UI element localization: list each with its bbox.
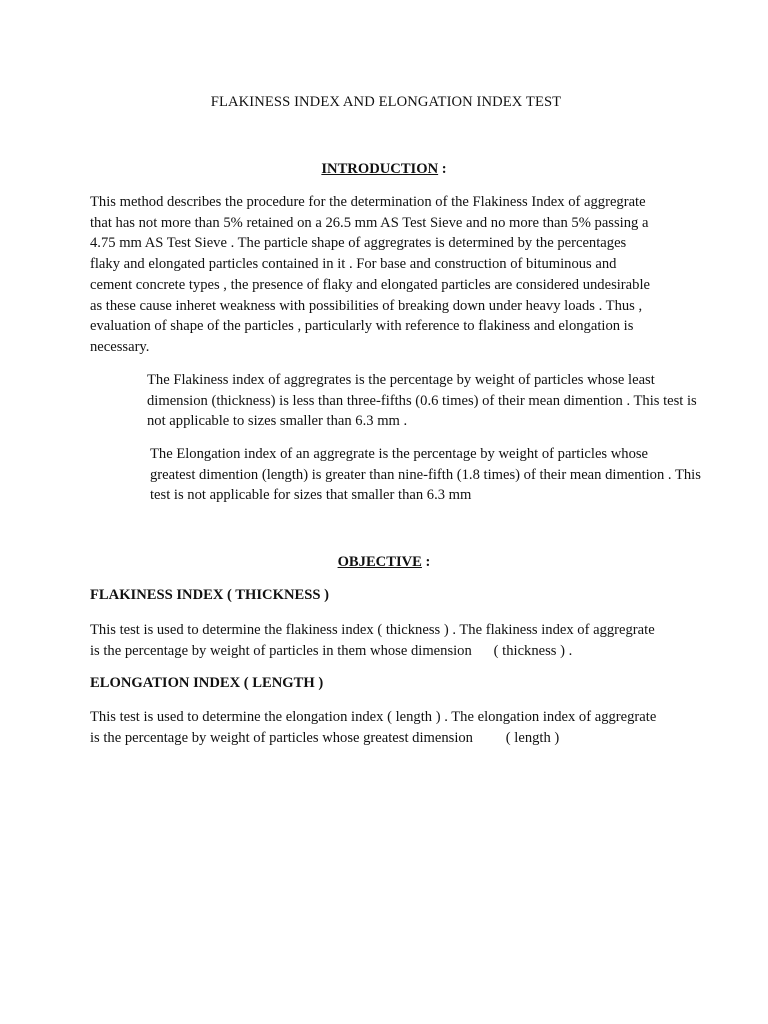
introduction-paragraph-2 xyxy=(90,370,697,432)
text-line: greatest dimention (length) is greater than nine-fifth (1.8 times) of their mean dimention . This xyxy=(150,466,701,483)
introduction-heading-colon: : xyxy=(438,161,447,177)
flakiness-subheading: FLAKINESS INDEX ( THICKNESS ) xyxy=(90,587,329,603)
text-line: This test is used to determine the flakiness index ( thickness ) . The flakiness index of aggregrate xyxy=(90,622,655,638)
text-line: cement concrete types , the presence of flaky and elongated particles are considered undesirable xyxy=(90,276,650,293)
flakiness-paragraph xyxy=(90,620,690,661)
introduction-heading-text: INTRODUCTION xyxy=(321,161,439,177)
introduction-paragraph-1 xyxy=(90,192,690,358)
introduction-heading xyxy=(0,160,768,178)
text-line: test is not applicable for sizes that smaller than 6.3 mm xyxy=(150,487,472,504)
text-line: evaluation of shape of the particles , particularly with reference to flakiness and elongation is xyxy=(90,318,634,335)
elongation-subheading: ELONGATION INDEX ( LENGTH ) xyxy=(90,675,324,691)
text-line: The Flakiness index of aggregrates is the percentage by weight of particles whose least xyxy=(147,372,655,388)
document-title: FLAKINESS INDEX AND ELONGATION INDEX TEST xyxy=(210,94,562,110)
introduction-paragraph-3 xyxy=(90,444,701,506)
text-line: as these cause inheret weakness with possibilities of breaking down under heavy loads . Thus , xyxy=(90,297,643,314)
text-line: 4.75 mm AS Test Sieve . The particle shape of aggregrates is determined by the percentages xyxy=(90,235,627,252)
text-line: not applicable to sizes smaller than 6.3 mm . xyxy=(147,413,408,430)
text-line: flaky and elongated particles contained in it . For base and construction of bituminous and xyxy=(90,256,617,273)
text-line: necessary. xyxy=(90,338,150,355)
objective-heading-colon: : xyxy=(421,554,431,570)
text-line: This method describes the procedure for the determination of the Flakiness Index of aggregrate xyxy=(90,194,646,210)
text-line: dimension (thickness) is less than three-fifths (0.6 times) of their mean dimention . This test is xyxy=(147,392,697,409)
text-line: is the percentage by weight of particles in them whose dimension ( thickness ) . xyxy=(90,642,573,659)
text-line: The Elongation index of an aggregrate is the percentage by weight of particles whose xyxy=(150,446,649,462)
text-line: This test is used to determine the elongation index ( length ) . The elongation index of aggregrate xyxy=(90,709,657,725)
objective-heading xyxy=(0,553,768,571)
text-line: is the percentage by weight of particles whose greatest dimension ( length ) xyxy=(90,729,560,746)
text-line: that has not more than 5% retained on a 26.5 mm AS Test Sieve and no more than 5% passing a xyxy=(90,214,649,231)
elongation-paragraph xyxy=(90,707,690,748)
objective-heading-text: OBJECTIVE xyxy=(337,554,422,570)
